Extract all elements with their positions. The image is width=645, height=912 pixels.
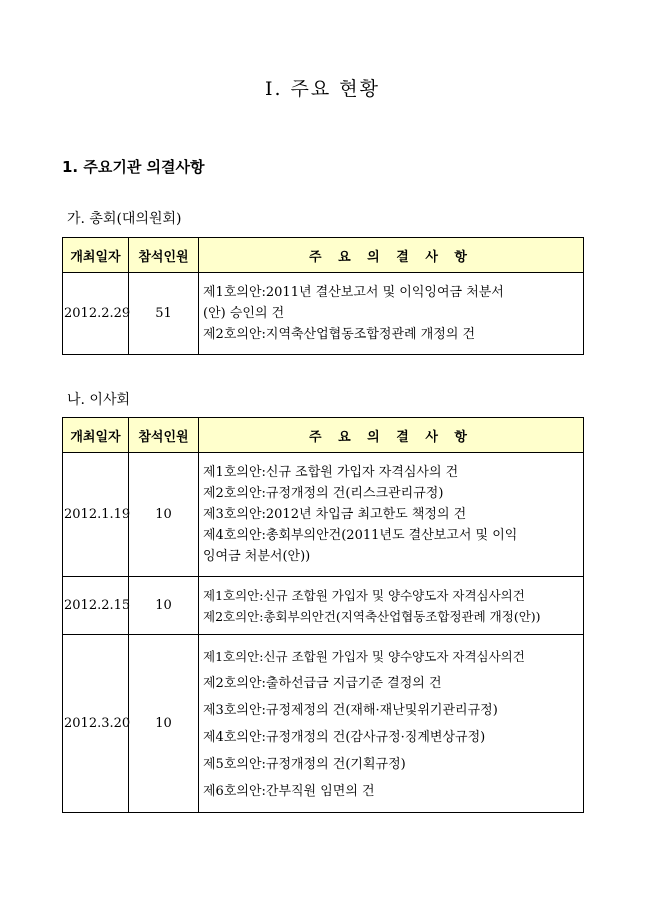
meeting-date: 2012.3.20 — [63, 635, 129, 813]
board-table — [62, 417, 584, 813]
header-resolutions: 주 요 의 결 사 항 — [199, 418, 584, 453]
table-row — [63, 273, 584, 355]
table-row — [63, 453, 584, 577]
section-heading: 1. 주요기관 의결사항 — [62, 158, 205, 176]
general-meeting-table — [62, 237, 584, 355]
resolution-list — [199, 635, 584, 813]
resolution-item: 제2호의안:출하선급금 지급기준 결정의 건 — [203, 675, 442, 691]
header-attendance: 참석인원 — [129, 418, 199, 453]
meeting-date: 2012.2.15 — [63, 577, 129, 635]
resolution-item: 제2호의안:규정개정의 건(리스크관리규정) — [203, 486, 444, 501]
resolution-item: 제3호의안:규정제정의 건(재해·재난및위기관리규정) — [203, 702, 498, 718]
resolution-item: 제5호의안:규정개정의 건(기획규정) — [203, 756, 406, 772]
header-resolutions: 주 요 의 결 사 항 — [199, 238, 584, 273]
general-meeting-label: 가. 총회(대의원회) — [67, 211, 182, 227]
attendance-count: 10 — [129, 577, 199, 635]
header-date: 개최일자 — [63, 418, 129, 453]
meeting-date: 2012.1.19 — [63, 453, 129, 577]
page-title: Ⅰ. 주요 현황 — [264, 78, 381, 100]
resolution-list — [199, 453, 584, 577]
resolution-item: 제1호의안:2011년 결산보고서 및 이익잉여금 처분서 — [203, 285, 504, 300]
attendance-count: 10 — [129, 453, 199, 577]
table-row — [63, 577, 584, 635]
table-row — [63, 635, 584, 813]
resolution-item: 제6호의안:간부직원 임면의 건 — [203, 783, 375, 799]
header-attendance: 참석인원 — [129, 238, 199, 273]
resolution-list — [199, 273, 584, 355]
meeting-date: 2012.2.29 — [63, 273, 129, 355]
attendance-count: 10 — [129, 635, 199, 813]
resolution-item: (안) 승인의 건 — [203, 306, 285, 321]
resolution-list — [199, 577, 584, 635]
table-header-row — [63, 418, 584, 453]
resolution-item: 제4호의안:규정개정의 건(감사규정·징계변상규정) — [203, 729, 486, 745]
header-date: 개최일자 — [63, 238, 129, 273]
resolution-item: 제2호의안:지역축산업협동조합정관례 개정의 건 — [203, 327, 476, 342]
resolution-item: 제3호의안:2012년 차입금 최고한도 책정의 건 — [203, 507, 467, 522]
resolution-item: 제1호의안:신규 조합원 가입자 및 양수양도자 자격심사의건 — [203, 587, 525, 603]
resolution-item: 제1호의안:신규 조합원 가입자 및 양수양도자 자격심사의건 — [203, 648, 525, 664]
resolution-item: 제4호의안:총회부의안건(2011년도 결산보고서 및 이익 — [203, 528, 518, 543]
board-label: 나. 이사회 — [67, 392, 130, 408]
resolution-item: 제1호의안:신규 조합원 가입자 자격심사의 건 — [203, 465, 459, 480]
resolution-item: 제2호의안:총회부의안건(지역축산업협동조합정관례 개정(안)) — [203, 608, 541, 624]
attendance-count: 51 — [129, 273, 199, 355]
table-header-row — [63, 238, 584, 273]
resolution-item: 잉여금 처분서(안)) — [203, 549, 311, 564]
